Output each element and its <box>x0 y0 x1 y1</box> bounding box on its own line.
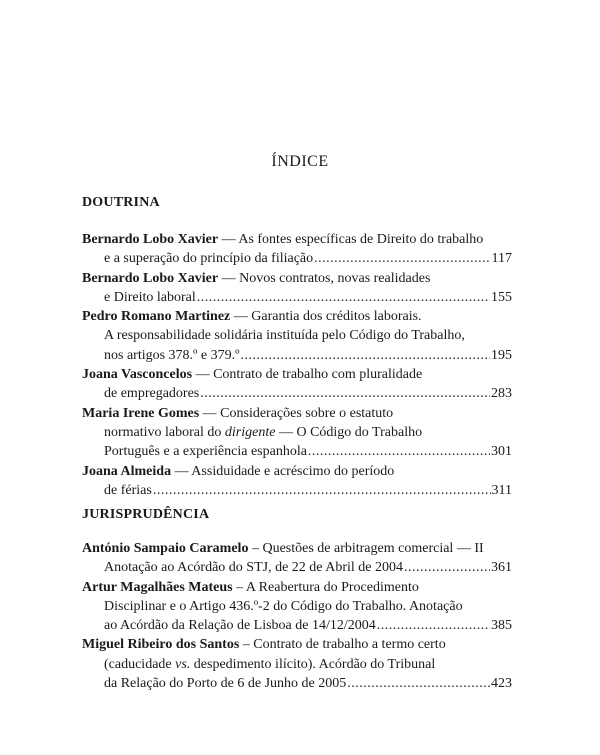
entry-title-italic: dirigente <box>224 424 276 440</box>
index-entry <box>82 269 512 308</box>
dot-leader <box>404 558 490 577</box>
entry-title-cont: e Direito laboral <box>104 289 196 305</box>
dot-leader <box>314 249 490 268</box>
entry-author: Joana Vasconcelos <box>82 367 193 383</box>
entry-author: Pedro Romano Martinez <box>82 309 231 325</box>
index-entry <box>82 404 512 462</box>
entry-title-cont: Disciplinar e o Artigo 436.º-2 do Código do Trabalho. Anotação <box>104 598 463 614</box>
entry-author: António Sampaio Caramelo <box>82 541 249 556</box>
entry-author: Bernardo Lobo Xavier <box>82 232 219 247</box>
entry-page-number: 195 <box>491 347 512 363</box>
dot-leader <box>153 481 491 500</box>
entry-page-number: 361 <box>491 560 512 576</box>
entry-author: Joana Almeida <box>82 463 172 479</box>
entry-title-cont: (caducidade <box>104 656 176 672</box>
entry-title-cont: ao Acórdão da Relação de Lisboa de 14/12/2004 <box>104 618 376 634</box>
page-title: ÍNDICE <box>271 153 329 170</box>
dot-leader <box>347 674 490 693</box>
entry-title-cont: Anotação ao Acórdão do STJ, de 22 de Abril de 2004 <box>104 560 403 576</box>
index-entry <box>82 230 512 269</box>
entry-page-number: 283 <box>491 386 512 402</box>
entry-author: Miguel Ribeiro dos Santos <box>82 637 240 653</box>
dot-leader <box>240 346 490 365</box>
entry-page-number: 311 <box>491 482 512 498</box>
entry-author: Artur Magalhães Mateus <box>82 579 233 595</box>
entry-page-number: 301 <box>491 444 512 460</box>
entry-page-number: 385 <box>491 618 512 634</box>
entry-title-cont: despedimento ilícito). Acórdão do Tribunal <box>190 656 436 672</box>
entry-page-number: 117 <box>491 251 512 267</box>
entry-title-cont: de férias <box>104 482 152 498</box>
entry-title-cont: A responsabilidade solidária instituída pelo Código do Trabalho, <box>104 328 465 344</box>
entry-title: — Assiduidade e acréscimo do período <box>171 463 395 479</box>
entry-title: — Garantia dos créditos laborais. <box>230 309 422 325</box>
doutrina-entries <box>82 230 512 500</box>
dot-leader <box>308 442 490 461</box>
dot-leader <box>377 616 490 635</box>
entry-title-cont: Português e a experiência espanhola <box>104 444 307 460</box>
index-entry <box>82 635 512 693</box>
entry-author: Bernardo Lobo Xavier <box>82 270 219 286</box>
section-heading-jurisprudencia: JURISPRUDÊNCIA <box>82 507 210 522</box>
entry-title: – Contrato de trabalho a termo certo <box>239 637 446 653</box>
entry-title-cont: de empregadores <box>104 386 200 402</box>
entry-title-cont: nos artigos 378.º e 379.º <box>104 347 240 363</box>
jurisprudencia-entries <box>82 539 512 693</box>
entry-author: Maria Irene Gomes <box>82 405 200 421</box>
index-entry <box>82 365 512 404</box>
dot-leader <box>197 288 490 307</box>
entry-page-number: 155 <box>491 289 512 305</box>
entry-title: — Novos contratos, novas realidades <box>218 270 431 286</box>
index-entry <box>82 307 512 365</box>
entry-page-number: 423 <box>491 676 512 692</box>
entry-title-cont: — O Código do Trabalho <box>275 424 423 440</box>
entry-title: — Contrato de trabalho com pluralidade <box>192 367 423 383</box>
index-entry <box>82 539 512 578</box>
entry-title-italic: vs. <box>175 656 191 672</box>
index-entry <box>82 578 512 636</box>
entry-title: — Considerações sobre o estatuto <box>199 405 394 421</box>
entry-title-cont: normativo laboral do <box>104 424 225 440</box>
entry-title: — As fontes específicas de Direito do trabalho <box>218 232 484 247</box>
section-heading-doutrina: DOUTRINA <box>82 195 160 210</box>
entry-title: – Questões de arbitragem comercial — II <box>248 541 484 556</box>
entry-title-cont: da Relação do Porto de 6 de Junho de 2005 <box>104 676 347 692</box>
dot-leader <box>200 384 490 403</box>
entry-title: – A Reabertura do Procedimento <box>232 579 419 595</box>
index-entry <box>82 462 512 501</box>
entry-title-cont: e a superação do princípio da filiação <box>104 251 314 267</box>
